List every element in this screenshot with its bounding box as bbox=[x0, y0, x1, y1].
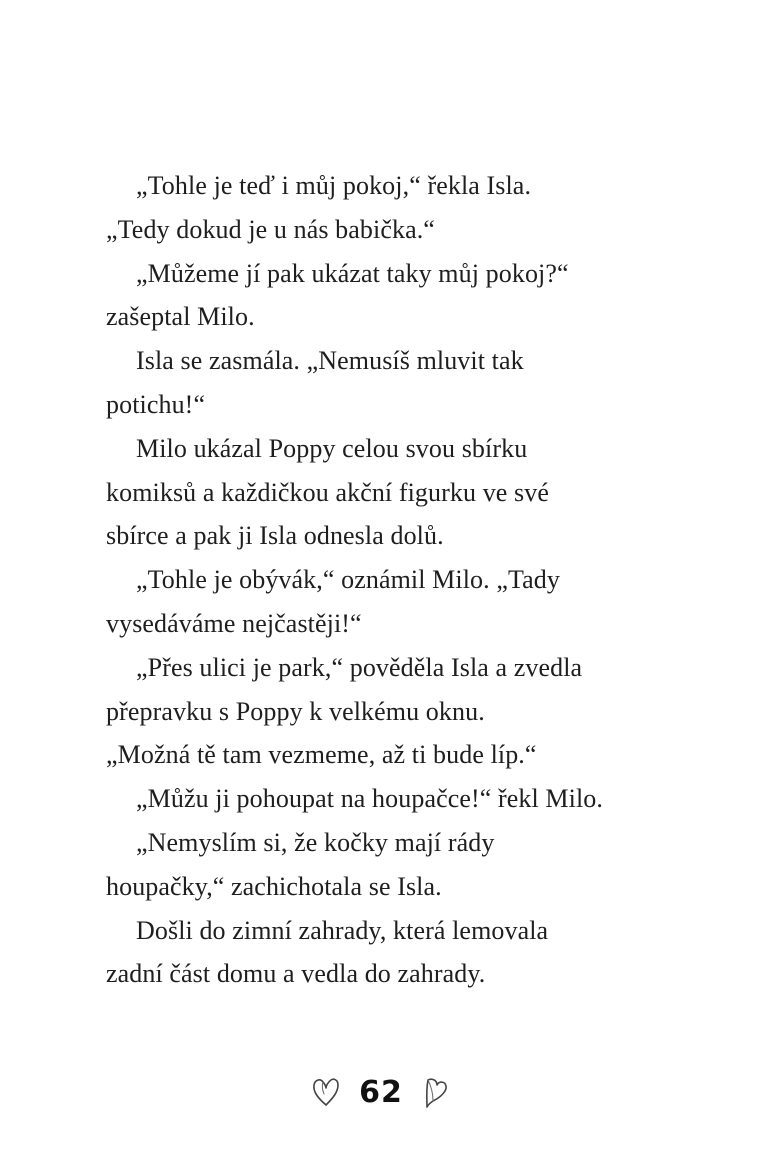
text-line: „Tedy dokud je u nás babička.“ bbox=[106, 214, 435, 244]
text-line: přepravku s Poppy k velkému oknu. bbox=[106, 696, 485, 726]
text-line: Milo ukázal Poppy celou svou sbírku bbox=[136, 433, 528, 463]
page-number: 62 bbox=[359, 1074, 403, 1110]
text-line: zadní část domu a vedla do zahrady. bbox=[106, 959, 486, 989]
text-line: „Můžu ji pohoupat na houpačce!“ řekl Milo. bbox=[136, 784, 603, 814]
text-line: „Můžeme jí pak ukázat taky můj pokoj?“ bbox=[136, 258, 569, 288]
text-line: potichu!“ bbox=[106, 389, 206, 419]
body-text bbox=[106, 164, 666, 996]
text-line: „Přes ulici je park,“ pověděla Isla a zvedla bbox=[136, 652, 583, 682]
text-line: komiksů a každičkou akční figurku ve své bbox=[106, 477, 549, 507]
text-line: sbírce a pak ji Isla odnesla dolů. bbox=[106, 521, 444, 551]
text-line: „Tohle je teď i můj pokoj,“ řekla Isla. bbox=[136, 171, 532, 200]
text-line: houpačky,“ zachichotala se Isla. bbox=[106, 871, 442, 901]
text-line: „Možná tě tam vezmeme, až ti bude líp.“ bbox=[106, 740, 537, 770]
heart-outline-icon bbox=[309, 1072, 343, 1112]
text-line: „Nemyslím si, že kočky mají rády bbox=[136, 827, 495, 857]
text-line: zašeptal Milo. bbox=[106, 302, 255, 332]
text-line: vysedáváme nejčastěji!“ bbox=[106, 608, 362, 638]
heart-outline-icon bbox=[419, 1072, 453, 1112]
text-line: Došli do zimní zahrady, která lemovala bbox=[136, 915, 549, 945]
text-line: „Tohle je obývák,“ oznámil Milo. „Tady bbox=[136, 565, 560, 595]
text-line: Isla se zasmála. „Nemusíš mluvit tak bbox=[136, 346, 524, 376]
page-footer bbox=[0, 1068, 762, 1116]
